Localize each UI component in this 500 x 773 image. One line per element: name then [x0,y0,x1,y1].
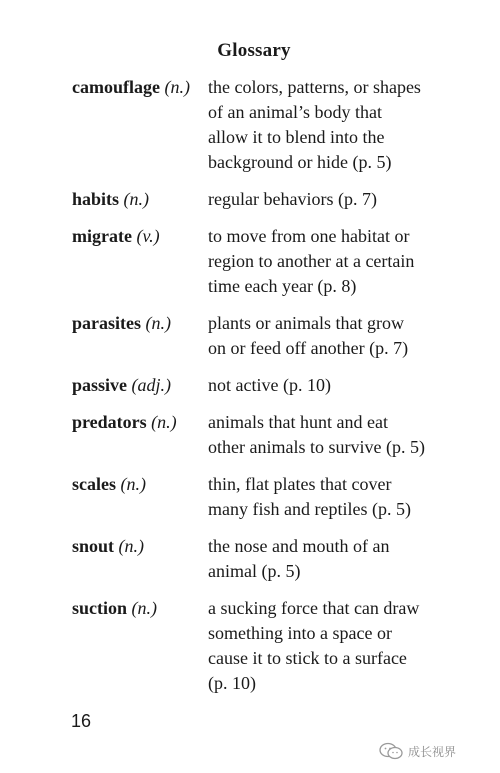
entry-definition [208,410,448,460]
part-of-speech: (n.) [164,77,190,97]
watermark-text: 成长视界 [408,744,457,759]
definition-line: time each year (p. 8) [208,276,357,296]
definition-line: allow it to blend into the [208,127,385,147]
term-word: camouflage [72,77,160,97]
entry-definition [208,75,448,175]
definition-line: on or feed off another (p. 7) [208,338,409,358]
part-of-speech: (adj.) [131,375,172,395]
definition-line: other animals to survive (p. 5) [208,437,425,457]
definition-line: regular behaviors (p. 7) [208,189,377,209]
entry-definition [208,596,448,696]
definition-line: region to another at a certain [208,251,415,271]
entry-term [72,472,146,497]
definition-line: many fish and reptiles (p. 5) [208,499,411,519]
entry-term [72,224,160,249]
definition-line: plants or animals that grow [208,313,404,333]
entry-term [72,75,190,100]
entry-definition [208,224,448,299]
part-of-speech: (n.) [131,598,158,618]
definition-line: animals that hunt and eat [208,412,388,432]
definition-line: cause it to stick to a surface [208,648,407,668]
definition-line: not active (p. 10) [208,375,331,395]
entry-term [72,187,149,212]
page-title: Glossary [217,40,291,61]
entry-term [72,534,144,559]
entry-definition [208,311,448,361]
part-of-speech: (v.) [136,226,160,246]
definition-line: to move from one habitat or [208,226,410,246]
part-of-speech: (n.) [120,474,146,494]
definition-line: something into a space or [208,623,392,643]
entry-term [72,373,171,398]
term-word: predators [72,412,147,432]
definition-line: of an animal’s body that [208,102,382,122]
term-word: suction [72,598,128,618]
part-of-speech: (n.) [151,412,177,432]
entry-definition [208,472,448,522]
definition-line: the nose and mouth of an [208,536,390,556]
entry-definition [208,534,448,584]
term-word: habits [72,189,120,209]
watermark [378,741,456,761]
entry-term [72,311,171,336]
definition-line: the colors, patterns, or shapes [208,77,421,97]
term-word: passive [72,375,128,395]
term-word: snout [72,536,115,556]
term-word: scales [72,474,116,494]
definition-line: background or hide (p. 5) [208,152,392,172]
definition-line: thin, flat plates that cover [208,474,392,494]
page-number: 16 [71,711,92,731]
entry-term [72,596,157,621]
part-of-speech: (n.) [145,313,171,333]
term-word: migrate [72,226,132,246]
wechat-icon [378,742,404,760]
term-word: parasites [72,313,141,333]
definition-line: a sucking force that can draw [208,598,420,618]
entry-term [72,410,177,435]
part-of-speech: (n.) [123,189,150,209]
definition-line: animal (p. 5) [208,561,301,581]
entry-definition [208,187,448,212]
definition-line: (p. 10) [208,673,256,693]
part-of-speech: (n.) [118,536,145,556]
entry-definition [208,373,448,398]
